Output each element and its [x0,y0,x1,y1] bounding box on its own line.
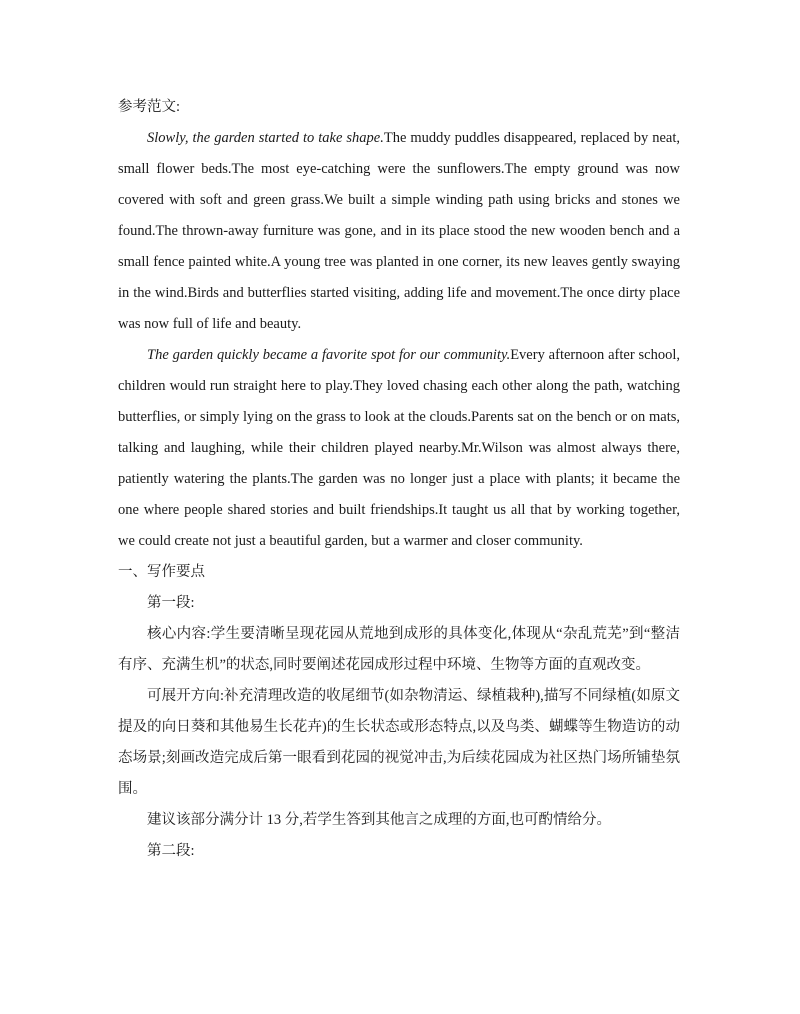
paragraph-label-2: 第二段: [147,843,195,859]
scoring-note: 建议该部分满分计 13 分,若学生答到其他言之成理的方面,也可酌情给分。 [147,812,611,828]
paragraph-label-1: 第一段: [147,595,195,611]
document-page [118,92,680,867]
topic-sentence-1: Slowly, the garden started to take shape. [147,130,384,146]
paragraph-1-body: The muddy puddles disappeared, replaced by neat, small flower beds.The most eye-catching were the sunflowers.The empty ground was now covered with soft and green grass.We built a simple winding path using bricks and stones we found.The thrown-away furniture was gone, and in its place stood the new wooden bench and a small fence painted white.A young tree was planted in one corner, its new leaves gently swaying in the wind.Birds and butterflies started visiting, adding life and movement.The once dirty place was now full of life and beauty. [118,130,680,332]
core-content: 核心内容:学生要清晰呈现花园从荒地到成形的具体变化,体现从“杂乱荒芜”到“整洁有序、充满生机”的状态,同时要阐述花园成形过程中环境、生物等方面的直观改变。 [118,626,680,673]
essay-paragraph-1 [118,123,680,340]
expansion-directions: 可展开方向:补充清理改造的收尾细节(如杂物清运、绿植栽种),描写不同绿植(如原文提及的向日葵和其他易生长花卉)的生长状态或形态特点,以及鸟类、蝴蝶等生物造访的动态场景;刻画改造完成后第一眼看到花园的视觉冲击,为后续花园成为社区热门场所铺垫氛围。 [118,688,680,797]
topic-sentence-2: The garden quickly became a favorite spot for our community. [147,347,511,363]
reference-label: 参考范文: [118,99,181,115]
essay-paragraph-2 [118,340,680,557]
paragraph-2-body: Every afternoon after school, children would run straight here to play.They loved chasing each other along the path, watching butterflies, or simply lying on the grass to look at the clouds.Parents sat on the bench or on mats, talking and laughing, while their children played nearby.Mr.Wilson was almost always there, patiently watering the plants.The garden was no longer just a place with plants; it became the one where people shared stories and built friendships.It taught us all that by working together, we could create not just a beautiful garden, but a warmer and closer community. [118,347,680,549]
section-heading: 一、写作要点 [118,564,205,580]
